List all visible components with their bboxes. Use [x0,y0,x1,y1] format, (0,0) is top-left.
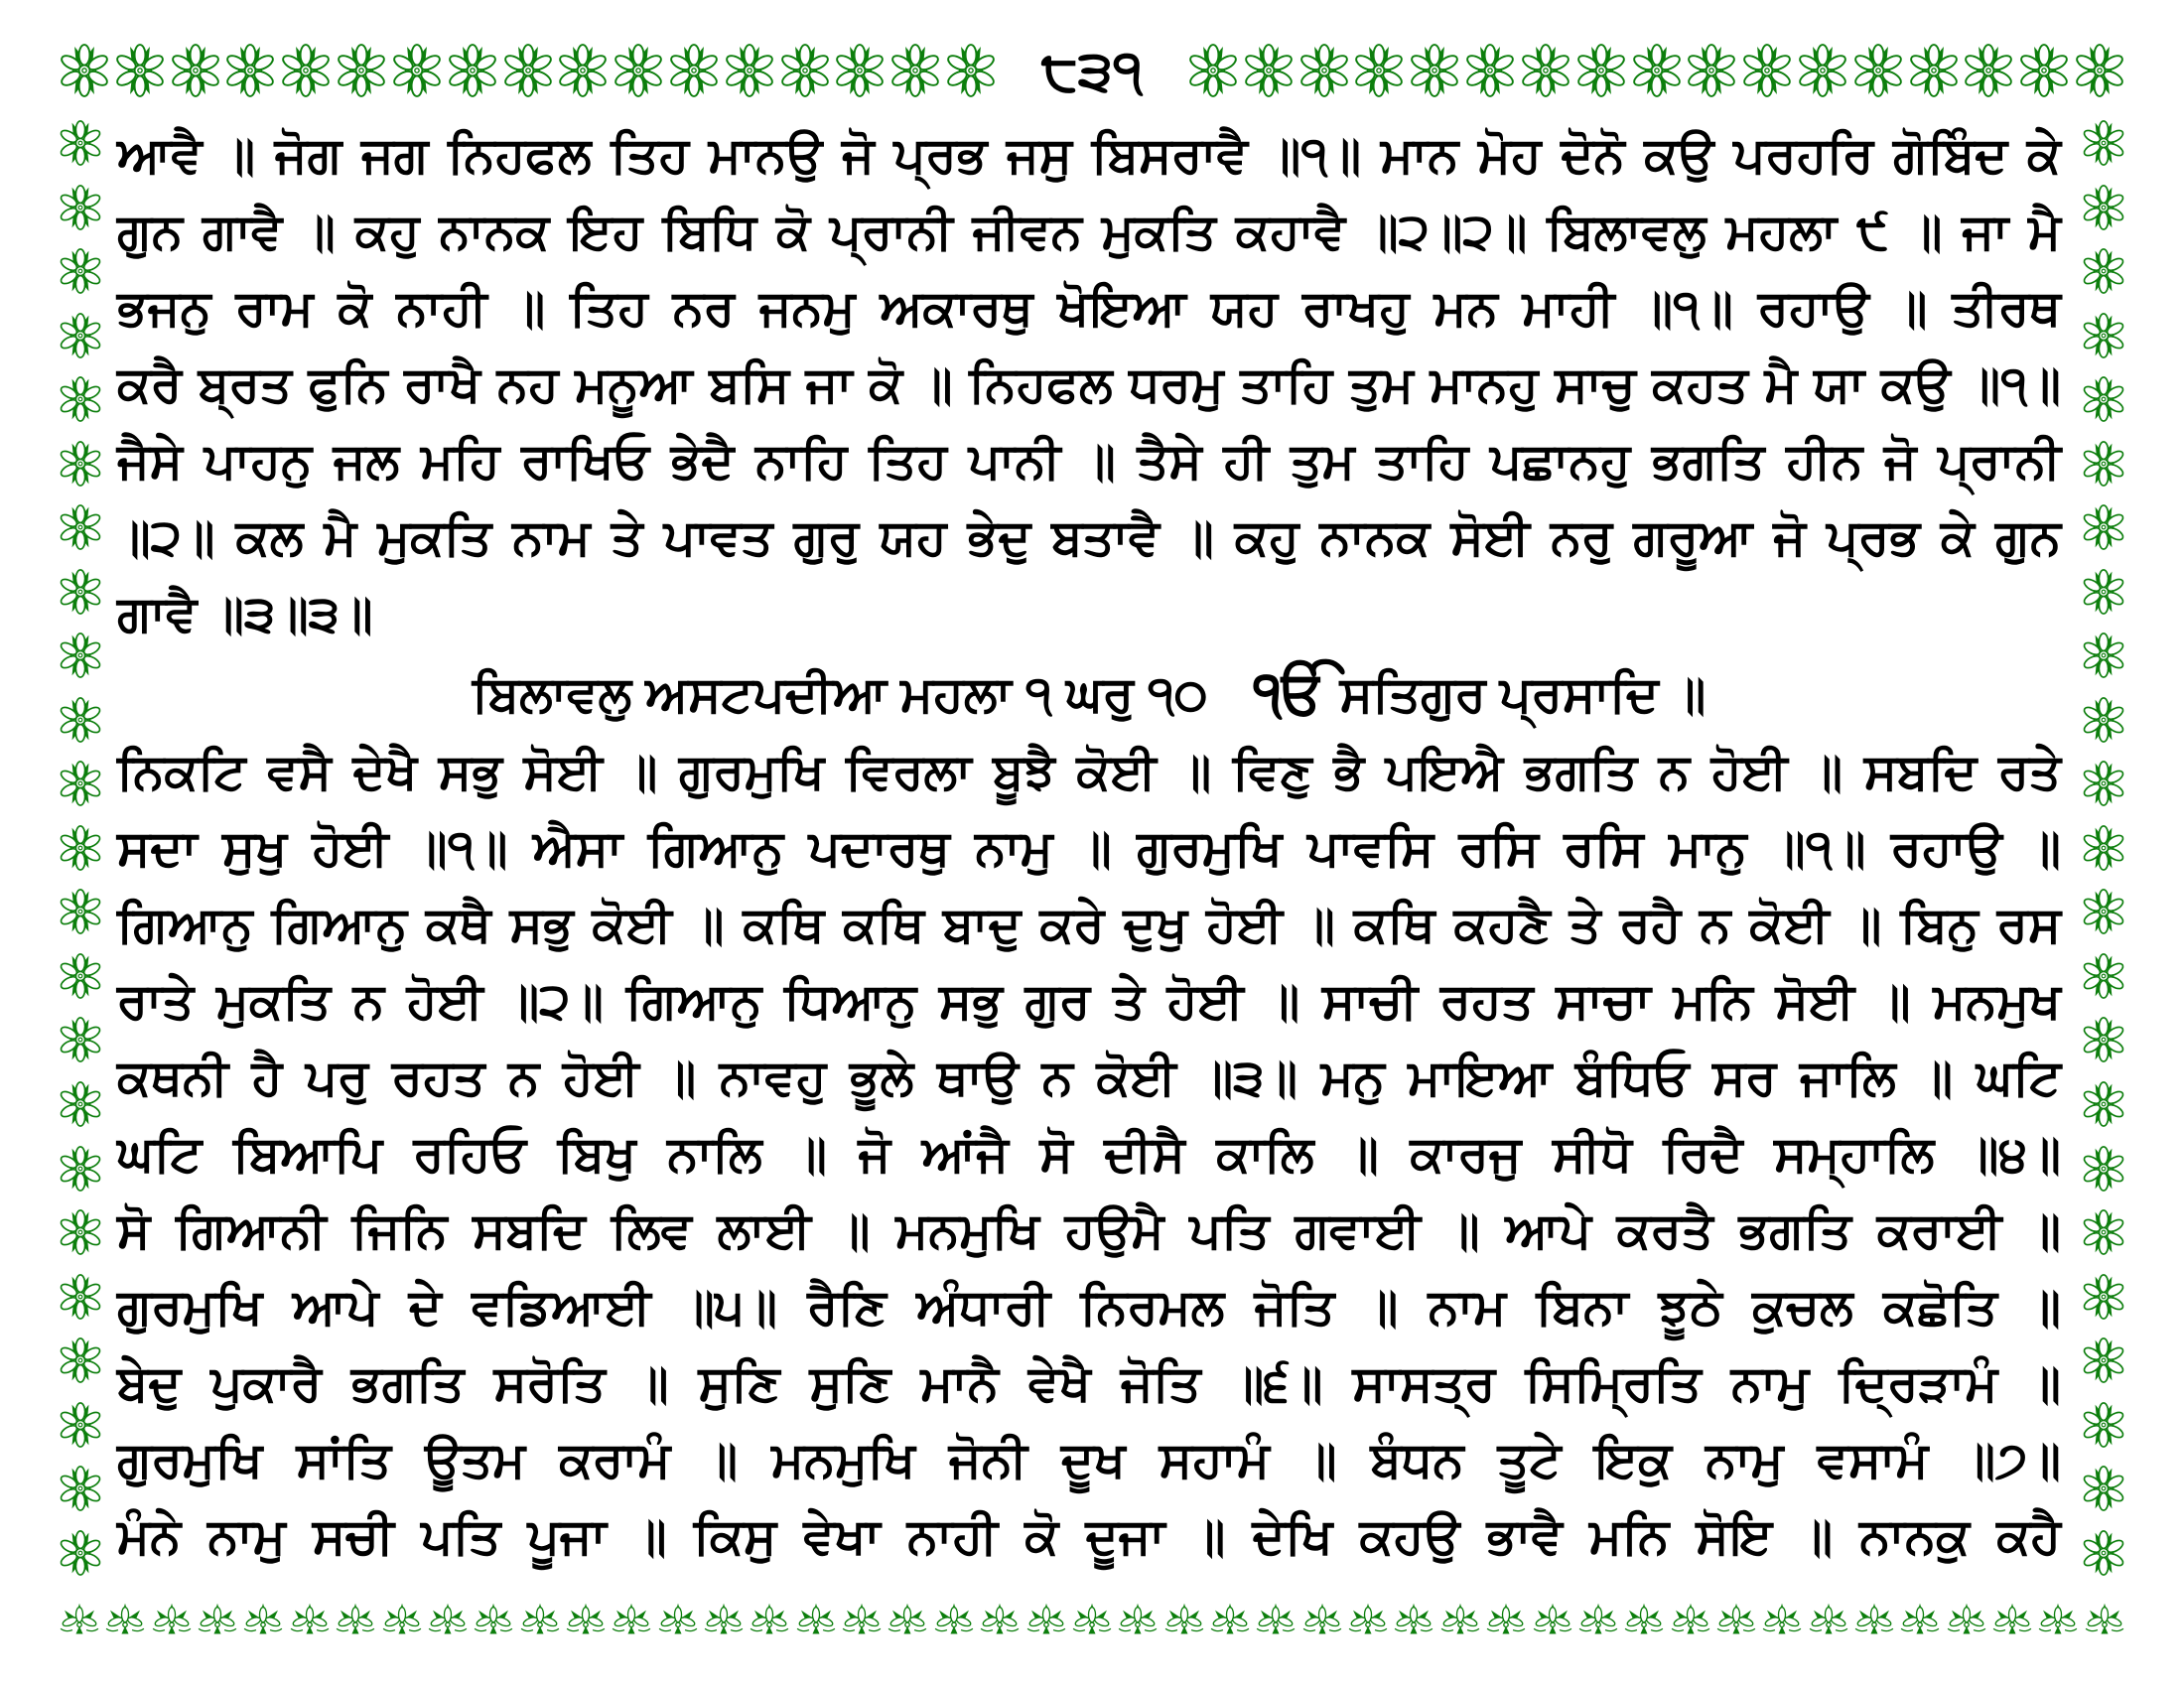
flower-ornament-icon [2081,371,2126,427]
flower-ornament-icon [2081,1525,2126,1581]
leaf-ornament-icon [840,1593,884,1646]
flower-ornament-icon [1352,40,1406,101]
flower-ornament-icon [2081,1012,2126,1067]
scripture-line: ਸੋ ਗਿਆਨੀ ਜਿਨਿ ਸਬਦਿ ਲਿਵ ਲਾਈ ॥ ਮਨਮੁਖਿ ਹਉਮੈ ਪਤਿ ਗਵਾਈ ॥ ਆਪੇ ਕਰਤੈ ਭਗਤਿ ਕਰਾਈ ॥ [117,1202,2061,1258]
flower-ornament-icon [58,180,103,235]
scripture-line: ਗੁਰਮੁਖਿ ਆਪੇ ਦੇ ਵਡਿਆਈ ॥੫॥ ਰੈਣਿ ਅੰਧਾਰੀ ਨਿਰਮਲ ਜੋਤਿ ॥ ਨਾਮ ਬਿਨਾ ਝੂਠੇ ਕੁਚਲ ਕਛੋਤਿ ॥ [117,1279,2061,1335]
flower-ornament-icon [58,628,103,683]
flower-ornament-icon [1630,40,1684,101]
flower-ornament-icon [335,40,388,101]
scripture-line: ਕਥਨੀ ਹੈ ਪਰੁ ਰਹਤ ਨ ਹੋਈ ॥ ਨਾਵਹੁ ਭੂਲੇ ਥਾਉ ਨ ਕੋਈ ॥੩॥ ਮਨੁ ਮਾਇਆ ਬੰਧਿਓ ਸਰ ਜਾਲਿ ॥ ਘਟਿ [117,1050,2061,1105]
leaf-ornament-icon [656,1593,700,1646]
leaf-ornament-icon [472,1593,515,1646]
flower-ornament-icon [2017,40,2071,101]
flower-ornament-icon [1962,40,2015,101]
flower-ornament-icon [944,40,998,101]
scripture-line: ਗਾਵੈ ॥੩॥੩॥ [117,586,373,641]
flower-ornament-icon [723,40,776,101]
scripture-line: ਗੁਨ ਗਾਵੈ ॥ ਕਹੁ ਨਾਨਕ ਇਹ ਬਿਧਿ ਕੋ ਪ੍ਰਾਨੀ ਜੀਵਨ ਮੁਕਤਿ ਕਹਾਵੈ ॥੨॥੨॥ ਬਿਲਾਵਲੁ ਮਹਲਾ ੯ ॥ ਜਾ ਮੈ [117,204,2061,259]
flower-ornament-icon [2081,1076,2126,1132]
flower-ornament-icon [2081,180,2126,235]
flower-ornament-icon [2081,1141,2126,1196]
leaf-ornament-icon [748,1593,791,1646]
flower-ornament-icon [58,1525,103,1581]
flower-ornament-icon [58,499,103,555]
flower-ornament-icon [58,115,103,171]
leaf-ornament-icon [1346,1593,1390,1646]
flower-ornament-icon [58,756,103,811]
flower-ornament-icon [1408,40,1461,101]
flower-ornament-icon [58,1397,103,1453]
leaf-ornament-icon [1669,1593,1712,1646]
flower-ornament-icon [58,371,103,427]
flower-ornament-icon [2081,628,2126,683]
leaf-ornament-icon [702,1593,746,1646]
leaf-ornament-icon [103,1593,147,1646]
flower-ornament-icon [1740,40,1794,101]
invocation [1254,652,1706,733]
flower-ornament-icon [556,40,610,101]
flower-ornament-icon [2081,1333,2126,1388]
flower-ornament-icon [279,40,333,101]
scripture-line: ਗਿਆਨੁ ਗਿਆਨੁ ਕਥੈ ਸਭੁ ਕੋਈ ॥ ਕਥਿ ਕਥਿ ਬਾਦੁ ਕਰੇ ਦੁਖੁ ਹੋਈ ॥ ਕਥਿ ਕਹਣੈ ਤੇ ਰਹੈ ਨ ਕੋਈ ॥ ਬਿਨੁ ਰਸ [117,897,2061,952]
scripture-text [117,117,2061,1575]
leaf-ornament-icon [1714,1593,1758,1646]
leaf-ornament-icon [1760,1593,1804,1646]
flower-ornament-icon [58,948,103,1004]
flower-ornament-icon [1907,40,1961,101]
flower-ornament-icon [58,1269,103,1325]
scripture-line: ਆਵੈ ॥ ਜੋਗ ਜਗ ਨਿਹਫਲ ਤਿਹ ਮਾਨਉ ਜੋ ਪ੍ਰਭ ਜਸੁ ਬਿਸਰਾਵੈ ॥੧॥ ਮਾਨ ਮੋਹ ਦੋਨੋ ਕਉ ਪਰਹਰਿ ਗੋਬਿੰਦ ਕੇ [117,127,2061,183]
leaf-ornament-icon [58,1593,101,1646]
leaf-ornament-icon [1484,1593,1528,1646]
leaf-ornament-icon [886,1593,929,1646]
leaf-ornament-icon [380,1593,424,1646]
flower-ornament-icon [2081,820,2126,876]
leaf-ornament-icon [1852,1593,1896,1646]
top-border-left-strip [58,40,998,101]
scripture-line: ਭਜਨੁ ਰਾਮ ਕੋ ਨਾਹੀ ॥ ਤਿਹ ਨਰ ਜਨਮੁ ਅਕਾਰਥੁ ਖੋਇਆ ਯਹ ਰਾਖਹੁ ਮਨ ਮਾਹੀ ॥੧॥ ਰਹਾਉ ॥ ਤੀਰਥ [117,280,2061,336]
flower-ornament-icon [2081,115,2126,171]
leaf-ornament-icon [794,1593,838,1646]
bottom-border [58,1585,2126,1646]
right-border [2079,115,2128,1581]
flower-ornament-icon [58,1076,103,1132]
flower-ornament-icon [1463,40,1517,101]
flower-ornament-icon [1242,40,1296,101]
flower-ornament-icon [58,564,103,620]
leaf-ornament-icon [610,1593,653,1646]
flower-ornament-icon [612,40,665,101]
flower-ornament-icon [169,40,222,101]
flower-ornament-icon [888,40,942,101]
leaf-ornament-icon [1116,1593,1160,1646]
ik-onkar-symbol: ੴ [1253,659,1326,726]
leaf-ornament-icon [241,1593,285,1646]
leaf-ornament-icon [426,1593,470,1646]
leaf-ornament-icon [1392,1593,1435,1646]
invocation-text: ਸਤਿਗੁਰ ਪ੍ਰਸਾਦਿ ॥ [1339,666,1706,722]
flower-ornament-icon [58,692,103,748]
heading-title: ਬਿਲਾਵਲੁ ਅਸਟਪਦੀਆ ਮਹਲਾ ੧ ਘਰੁ ੧੦ [472,666,1208,722]
flower-ornament-icon [2081,1397,2126,1453]
flower-ornament-icon [2081,884,2126,939]
leaf-ornament-icon [1807,1593,1850,1646]
flower-ornament-icon [1297,40,1351,101]
flower-ornament-icon [58,1461,103,1516]
flower-ornament-icon [1851,40,1905,101]
flower-ornament-icon [2081,1461,2126,1516]
leaf-ornament-icon [334,1593,377,1646]
left-border [56,115,105,1581]
flower-ornament-icon [778,40,832,101]
scripture-line: ਰਾਤੇ ਮੁਕਤਿ ਨ ਹੋਈ ॥੨॥ ਗਿਆਨੁ ਧਿਆਨੁ ਸਭੁ ਗੁਰ ਤੇ ਹੋਈ ॥ ਸਾਚੀ ਰਹਤ ਸਾਚਾ ਮਨਿ ਸੋਈ ॥ ਮਨਮੁਖ [117,973,2061,1029]
flower-ornament-icon [1519,40,1572,101]
scripture-line: ਕਰੈ ਬ੍ਰਤ ਫੁਨਿ ਰਾਖੈ ਨਹ ਮਨੂਆ ਬਸਿ ਜਾ ਕੋ ॥ ਨਿਹਫਲ ਧਰਮੁ ਤਾਹਿ ਤੁਮ ਮਾਨਹੁ ਸਾਚੁ ਕਹਤ ਮੈ ਯਾ ਕਉ ॥੧॥ [117,356,2061,412]
leaf-ornament-icon [288,1593,332,1646]
scripture-line: ਘਟਿ ਬਿਆਪਿ ਰਹਿਓ ਬਿਖੁ ਨਾਲਿ ॥ ਜੋ ਆਂਜੈ ਸੋ ਦੀਸੈ ਕਾਲਿ ॥ ਕਾਰਜੁ ਸੀਧੋ ਰਿਦੈ ਸਮ੍ਹਾਲਿ ॥੪॥ [117,1126,2061,1182]
leaf-ornament-icon [1898,1593,1942,1646]
leaf-ornament-icon [1208,1593,1252,1646]
scripture-line: ਸਦਾ ਸੁਖੁ ਹੋਈ ॥੧॥ ਐਸਾ ਗਿਆਨੁ ਪਦਾਰਥੁ ਨਾਮੁ ॥ ਗੁਰਮੁਖਿ ਪਾਵਸਿ ਰਸਿ ਰਸਿ ਮਾਨੁ ॥੧॥ ਰਹਾਉ ॥ [117,820,2061,876]
scripture-line: ਜੈਸੇ ਪਾਹਨੁ ਜਲ ਮਹਿ ਰਾਖਿਓ ਭੇਦੈ ਨਾਹਿ ਤਿਹ ਪਾਨੀ ॥ ਤੈਸੇ ਹੀ ਤੁਮ ਤਾਹਿ ਪਛਾਨਹੁ ਭਗਤਿ ਹੀਨ ਜੋ ਪ੍ਰਾਨੀ [117,433,2061,489]
leaf-ornament-icon [518,1593,562,1646]
flower-ornament-icon [58,308,103,363]
flower-ornament-icon [446,40,499,101]
leaf-ornament-icon [1070,1593,1114,1646]
flower-ornament-icon [58,1141,103,1196]
scripture-line: ॥੨॥ ਕਲ ਮੈ ਮੁਕਤਿ ਨਾਮ ਤੇ ਪਾਵਤ ਗੁਰੁ ਯਹ ਭੇਦੁ ਬਤਾਵੈ ॥ ਕਹੁ ਨਾਨਕ ਸੋਈ ਨਰੁ ਗਰੂਆ ਜੋ ਪ੍ਰਭ ਕੇ ਗੁਨ [117,509,2061,565]
section-heading [117,652,2061,734]
flower-ornament-icon [667,40,721,101]
leaf-ornament-icon [978,1593,1022,1646]
flower-ornament-icon [2081,1204,2126,1260]
scripture-line: ਮੰਨੇ ਨਾਮੁ ਸਚੀ ਪਤਿ ਪੂਜਾ ॥ ਕਿਸੁ ਵੇਖਾ ਨਾਹੀ ਕੋ ਦੂਜਾ ॥ ਦੇਖਿ ਕਹਉ ਭਾਵੈ ਮਨਿ ਸੋਇ ॥ ਨਾਨਕੁ ਕਹੈ [117,1508,2061,1564]
scripture-line: ਨਿਕਟਿ ਵਸੈ ਦੇਖੈ ਸਭੁ ਸੋਈ ॥ ਗੁਰਮੁਖਿ ਵਿਰਲਾ ਬੂਝੈ ਕੋਈ ॥ ਵਿਣੁ ਭੈ ਪਇਐ ਭਗਤਿ ਨ ਹੋਈ ॥ ਸਬਦਿ ਰਤੇ [117,744,2061,799]
flower-ornament-icon [1574,40,1628,101]
flower-ornament-icon [58,40,111,101]
leaf-ornament-icon [1162,1593,1206,1646]
leaf-ornament-icon [196,1593,239,1646]
flower-ornament-icon [223,40,277,101]
flower-ornament-icon [58,243,103,299]
flower-ornament-icon [2081,1269,2126,1325]
flower-ornament-icon [1685,40,1738,101]
scripture-line: ਬੇਦੁ ਪੁਕਾਰੈ ਭਗਤਿ ਸਰੋਤਿ ॥ ਸੁਣਿ ਸੁਣਿ ਮਾਨੈ ਵੇਖੈ ਜੋਤਿ ॥੬॥ ਸਾਸਤ੍ਰ ਸਿਮ੍ਰਿਤਿ ਨਾਮੁ ਦ੍ਰਿੜਾਮੰ ॥ [117,1355,2061,1411]
flower-ornament-icon [833,40,887,101]
flower-ornament-icon [58,1012,103,1067]
leaf-ornament-icon [150,1593,194,1646]
leaf-ornament-icon [1945,1593,1988,1646]
flower-ornament-icon [1186,40,1240,101]
flower-ornament-icon [2081,756,2126,811]
leaf-ornament-icon [564,1593,608,1646]
flower-ornament-icon [58,884,103,939]
top-border-right-strip [1186,40,2126,101]
leaf-ornament-icon [1438,1593,1482,1646]
flower-ornament-icon [113,40,167,101]
page-number: ੮੩੧ [1040,39,1144,101]
leaf-ornament-icon [1024,1593,1068,1646]
flower-ornament-icon [58,1333,103,1388]
flower-ornament-icon [2081,308,2126,363]
flower-ornament-icon [501,40,555,101]
leaf-ornament-icon [1531,1593,1574,1646]
flower-ornament-icon [58,1204,103,1260]
leaf-ornament-icon [1254,1593,1297,1646]
leaf-ornament-icon [932,1593,976,1646]
top-border [58,34,2126,107]
scripture-line: ਗੁਰਮੁਖਿ ਸਾਂਤਿ ਊਤਮ ਕਰਾਮੰ ॥ ਮਨਮੁਖਿ ਜੋਨੀ ਦੂਖ ਸਹਾਮੰ ॥ ਬੰਧਨ ਤੂਟੇ ਇਕੁ ਨਾਮੁ ਵਸਾਮੰ ॥੭॥ [117,1432,2061,1487]
leaf-ornament-icon [1990,1593,2034,1646]
flower-ornament-icon [2081,948,2126,1004]
leaf-ornament-icon [1622,1593,1666,1646]
flower-ornament-icon [2081,499,2126,555]
flower-ornament-icon [2081,564,2126,620]
flower-ornament-icon [58,820,103,876]
leaf-ornament-icon [2036,1593,2080,1646]
flower-ornament-icon [58,436,103,492]
flower-ornament-icon [1796,40,1849,101]
flower-ornament-icon [2081,243,2126,299]
leaf-ornament-icon [2083,1593,2126,1646]
leaf-ornament-icon [1300,1593,1344,1646]
flower-ornament-icon [2073,40,2126,101]
flower-ornament-icon [2081,436,2126,492]
flower-ornament-icon [2081,692,2126,748]
flower-ornament-icon [390,40,444,101]
leaf-ornament-icon [1576,1593,1620,1646]
